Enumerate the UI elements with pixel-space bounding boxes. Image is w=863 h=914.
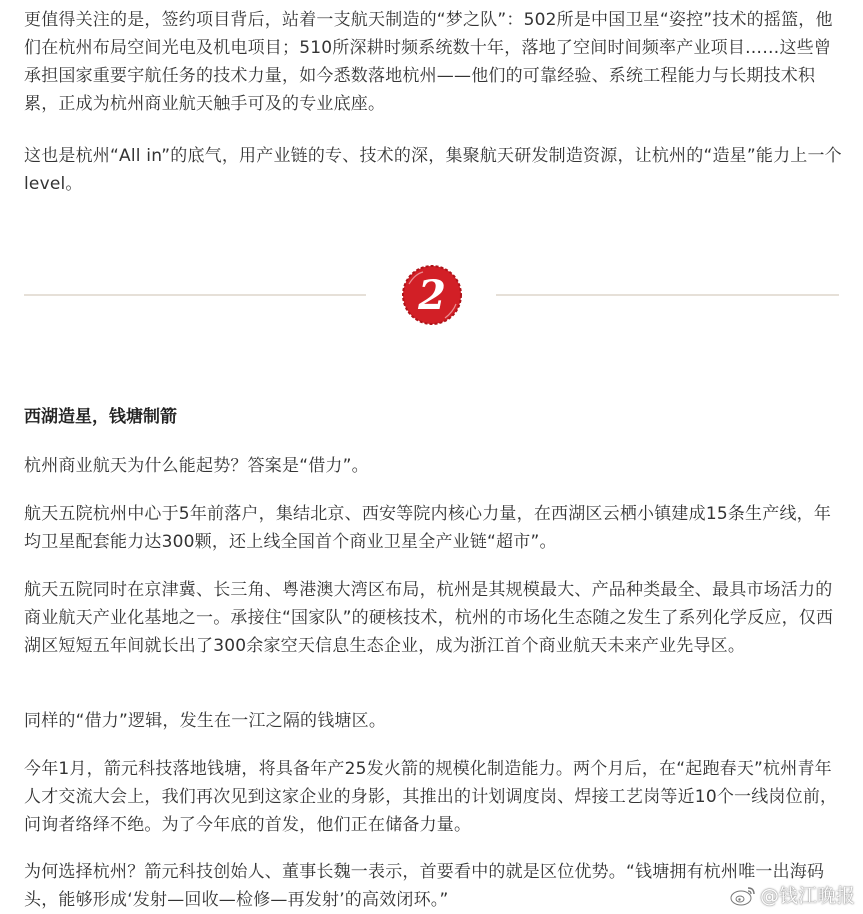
paragraph: 同样的“借力”逻辑，发生在一江之隔的钱塘区。 (24, 711, 387, 731)
paragraph: 航天五院杭州中心于5年前落户，集结北京、西安等院内核心力量，在西湖区云栖小镇建成15条生产线，年均卫星配套能力达300颗，还上线全国首个商业卫星全产业链“超市”。 (24, 504, 832, 552)
section-divider (24, 262, 839, 328)
paragraph: 杭州商业航天为什么能起势？答案是“借力”。 (24, 456, 369, 476)
paragraph: 这也是杭州“All in”的底气，用产业链的专、技术的深，集聚航天研发制造资源，让杭州的“造星”能力上一个level。 (24, 146, 842, 194)
section-number-badge-icon (401, 264, 463, 326)
divider-line-right (496, 294, 839, 296)
section-title: 西湖造星，钱塘制箭 (24, 407, 177, 427)
paragraph: 更值得关注的是，签约项目背后，站着一支航天制造的“梦之队”：502所是中国卫星“姿控”技术的摇篮，他们在杭州布局空间光电及机电项目；510所深耕时频系统数十年，落地了空间时间频率产业项目……这些曾承担国家重要宇航任务的技术力量，如今悉数落地杭州——他们的可靠经验、系统工程能力与长期技术积累，正成为杭州商业航天触手可及的专业底座。 (24, 10, 833, 114)
paragraph: 为何选择杭州？箭元科技创始人、董事长魏一表示，首要看中的就是区位优势。“钱塘拥有杭州唯一出海码头，能够形成‘发射—回收—检修—再发射’的高效闭环。” (24, 862, 825, 910)
divider-line-left (24, 294, 366, 296)
weibo-icon (730, 885, 756, 907)
watermark-text: @钱江晚报 (759, 885, 855, 907)
paragraph: 今年1月，箭元科技落地钱塘，将具备年产25发火箭的规模化制造能力。两个月后，在“起跑春天”杭州青年人才交流大会上，我们再次见到这家企业的身影，其推出的计划调度岗、焊接工艺岗等近10个一线岗位前，问询者络绎不绝。为了今年底的首发，他们正在储备力量。 (24, 759, 838, 835)
watermark (730, 884, 855, 908)
section-number: 2 (418, 272, 446, 319)
paragraph: 航天五院同时在京津冀、长三角、粤港澳大湾区布局，杭州是其规模最大、产品种类最全、最具市场活力的商业航天产业化基地之一。承接住“国家队”的硬核技术，杭州的市场化生态随之发生了系列化学反应，仅西湖区短短五年间就长出了300余家空天信息生态企业，成为浙江首个商业航天未来产业先导区。 (24, 580, 834, 656)
